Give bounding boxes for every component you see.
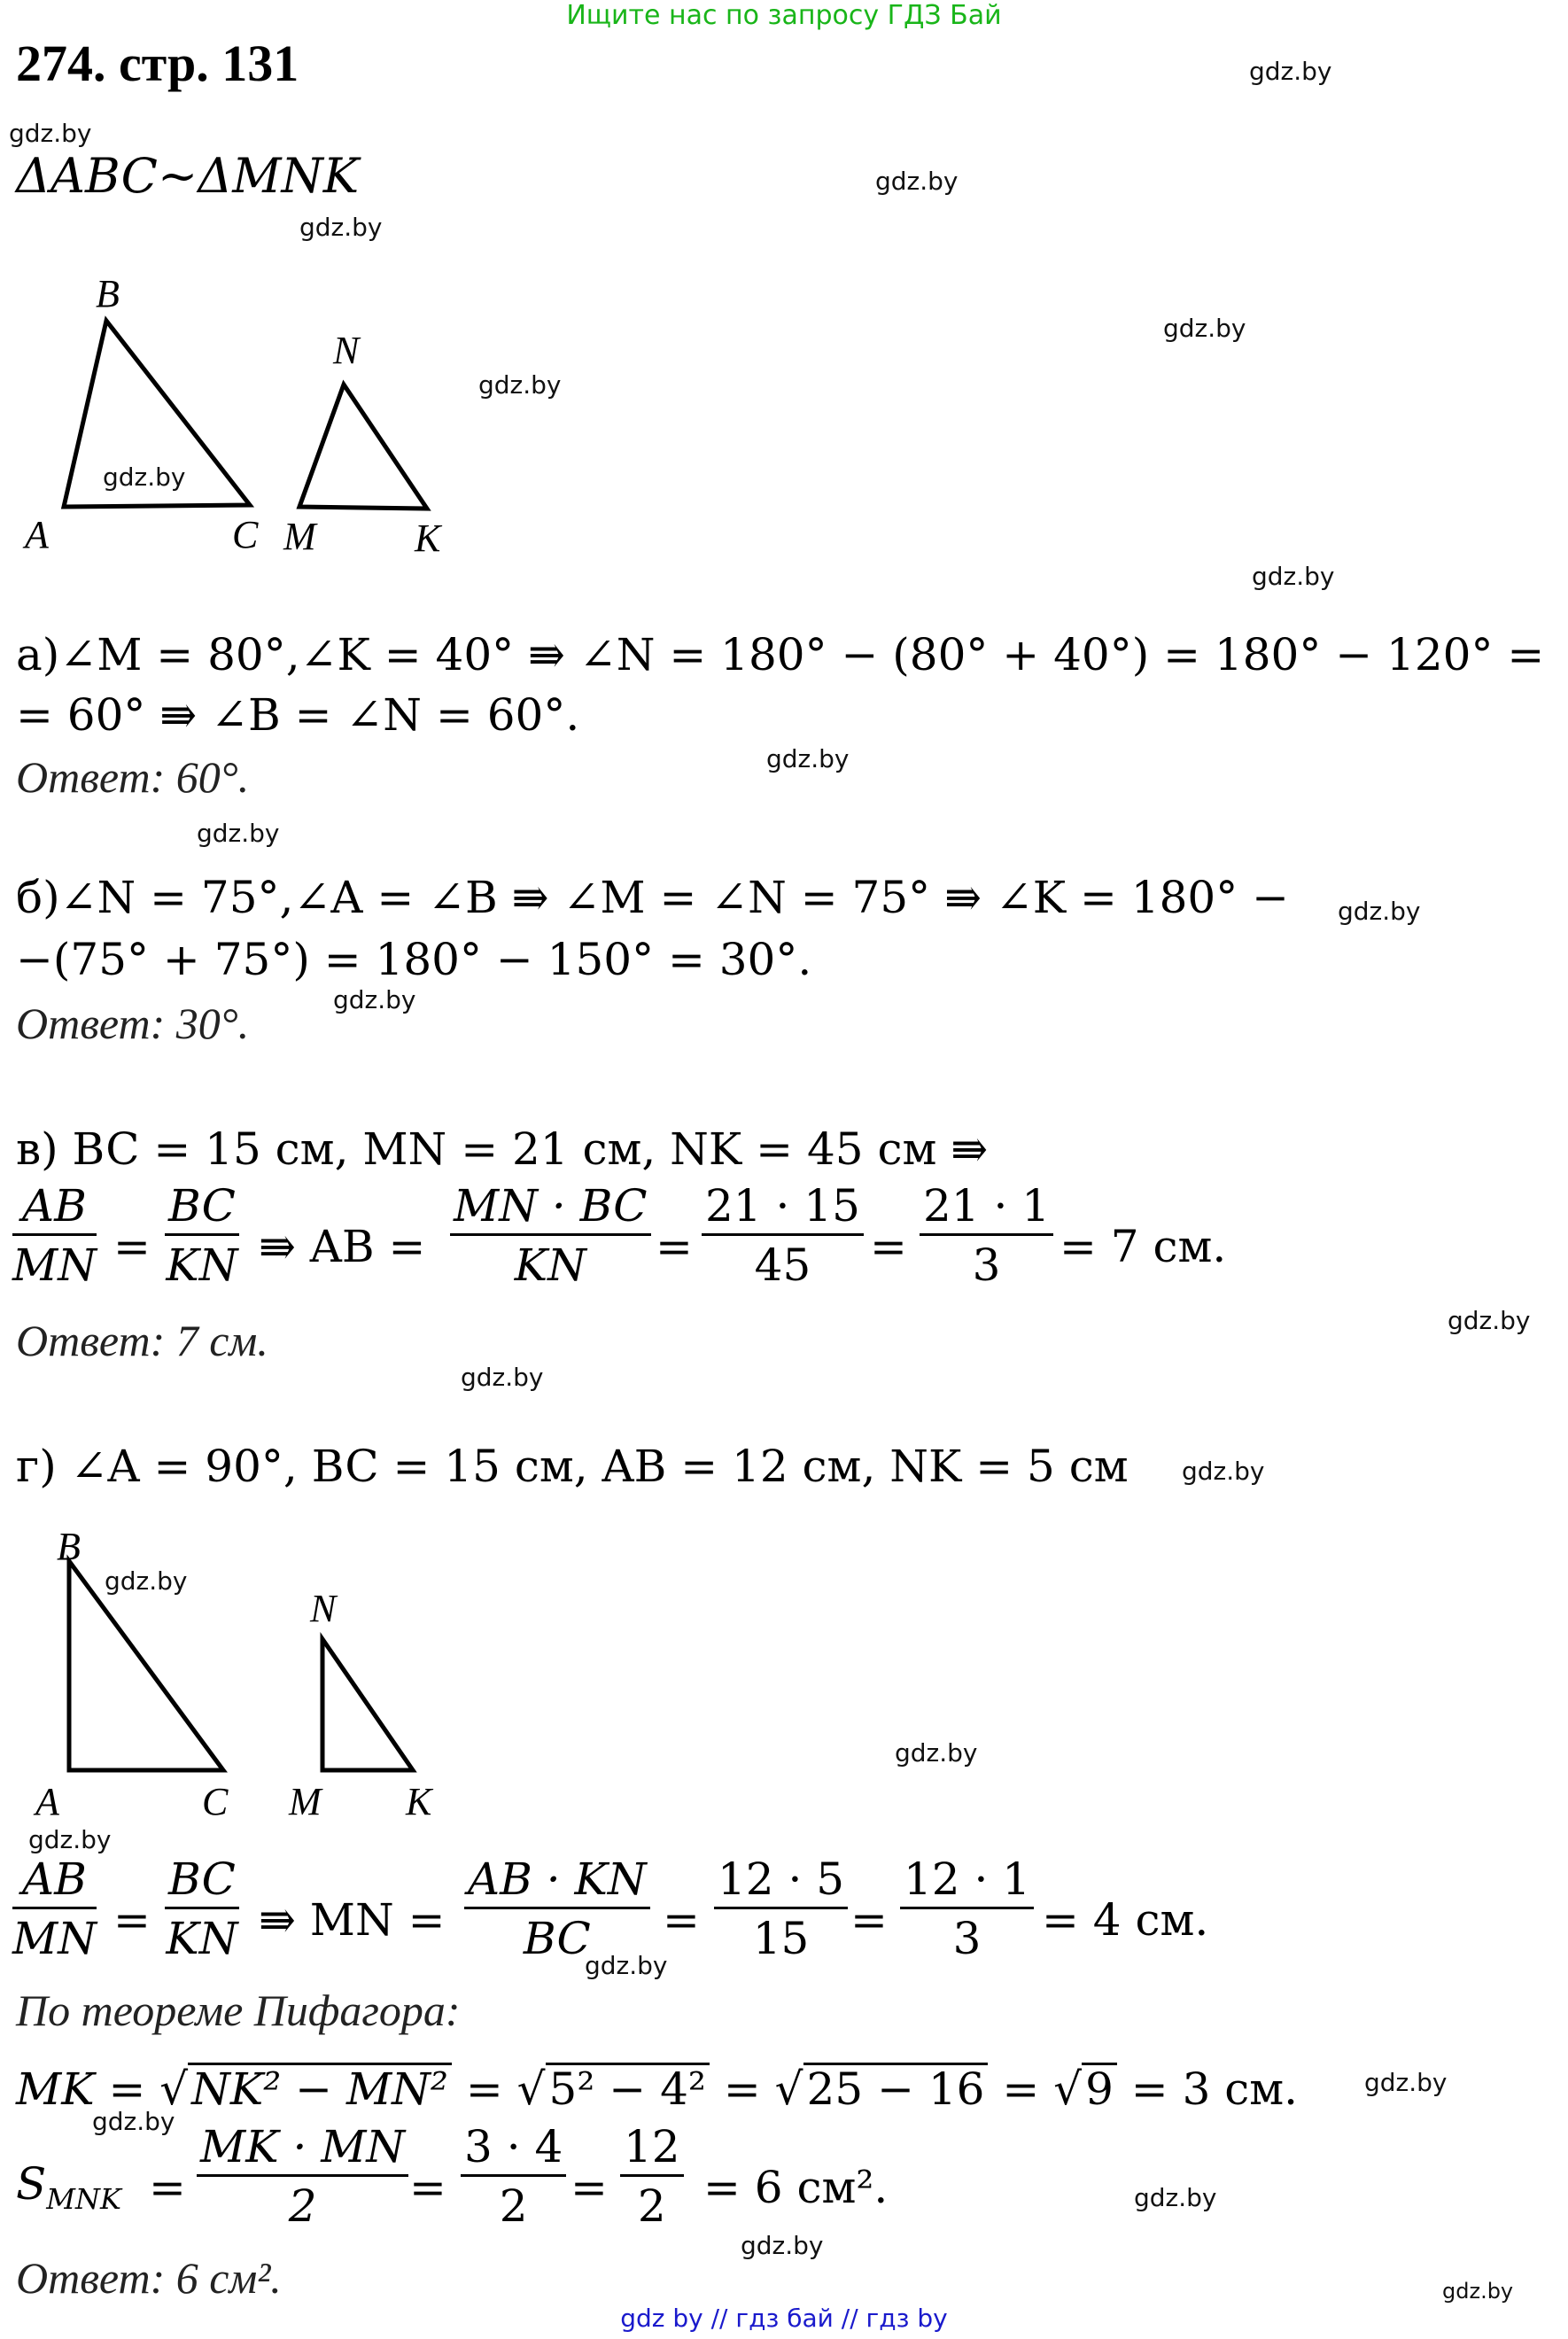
equals-sign: =	[409, 2162, 446, 2213]
fraction-21x1-over-3: $\frac{21 \cdot 1}{3}$	[920, 1184, 1053, 1287]
equals-sign: =	[656, 1221, 693, 1272]
watermark: gdz.by	[895, 1738, 978, 1768]
sqrt-symbol: √	[516, 2063, 546, 2115]
part-v-result: = 7 см.	[1060, 1221, 1227, 1272]
sqrt-5-4: 5² − 4²	[546, 2063, 710, 2111]
equals-sign: =	[149, 2162, 186, 2213]
fraction-12x1-over-3: $\frac{12 \cdot 1}{3}$	[900, 1857, 1034, 1961]
part-b-line-2: −(75° + 75°) = 180° − 150° = 30°.	[16, 934, 812, 985]
equals-sign: =	[723, 2063, 761, 2115]
watermark: gdz.by	[1448, 1306, 1531, 1335]
vertex-label-m: M	[289, 1780, 322, 1823]
mk-equation	[16, 2063, 1299, 2115]
watermark: gdz.by	[92, 2107, 175, 2136]
vertex-label-m: M	[283, 515, 316, 558]
watermark: gdz.by	[478, 370, 562, 400]
watermark: gdz.by	[1134, 2183, 1217, 2212]
implication-mn: ⇛ MN =	[259, 1894, 446, 1946]
fraction-bc-kn: $\frac{BC}{KN}$	[166, 1853, 238, 1964]
part-g-mn-result: = 4 см.	[1042, 1894, 1209, 1946]
watermark: gdz.by	[1364, 2068, 1448, 2097]
area-result: = 6 см².	[703, 2162, 889, 2213]
vertex-label-c: C	[202, 1780, 229, 1823]
pythagoras-heading: По теореме Пифагора:	[16, 1985, 461, 2035]
equals-sign: =	[113, 1894, 151, 1946]
area-symbol: S	[16, 2158, 47, 2210]
sqrt-symbol: √	[1053, 2063, 1083, 2115]
vertex-label-a: A	[35, 1780, 59, 1823]
watermark: gdz.by	[875, 167, 959, 196]
equals-sign: =	[850, 1894, 888, 1946]
watermark: gdz.by	[28, 1825, 112, 1854]
fraction-ab-mn: $\frac{AB}{MN}$	[12, 1180, 97, 1291]
vertex-label-k: K	[415, 517, 441, 560]
watermark: gdz.by	[299, 213, 383, 242]
fraction-21x15-over-45: $\frac{21 \cdot 15}{45}$	[702, 1184, 864, 1287]
watermark: gdz.by	[103, 462, 186, 492]
watermark: gdz.by	[461, 1363, 544, 1392]
triangle-mnk	[299, 385, 427, 509]
watermark: gdz.by	[197, 819, 280, 848]
part-g-answer: Ответ: 6 см².	[16, 2253, 282, 2303]
equals-sign: =	[113, 1221, 151, 1272]
vertex-label-b: B	[57, 1525, 81, 1568]
vertex-label-n: N	[310, 1587, 337, 1630]
watermark: gdz.by	[105, 1566, 188, 1596]
vertex-label-b: B	[96, 272, 120, 315]
vertex-label-a: A	[25, 513, 49, 556]
mk-result: = 3 см.	[1130, 2063, 1299, 2115]
equals-sign: =	[663, 1894, 700, 1946]
part-g-line-1: г) ∠A = 90°, BC = 15 см, AB = 12 см, NK = 5 см	[16, 1441, 1129, 1492]
vertex-label-k: K	[406, 1780, 432, 1823]
part-b-line-1: б)∠N = 75°,∠A = ∠B ⇛ ∠M = ∠N = 75° ⇛ ∠K = 180° −	[16, 872, 1290, 923]
implication-ab: ⇛ AB =	[259, 1221, 426, 1272]
equals-sign: =	[465, 2063, 503, 2115]
watermark: gdz.by	[585, 1951, 668, 1980]
watermark: gdz.by	[9, 119, 92, 148]
fraction-mn-bc-over-kn: $\frac{MN \cdot BC}{KN}$	[450, 1184, 651, 1287]
fraction-12x5-over-15: $\frac{12 \cdot 5}{15}$	[714, 1857, 848, 1961]
equals-sign: =	[870, 1221, 907, 1272]
part-v-line-1: в) BC = 15 см, MN = 21 см, NK = 45 см ⇛	[16, 1123, 989, 1175]
fraction-bc-kn: $\frac{BC}{KN}$	[166, 1180, 238, 1291]
part-b-answer: Ответ: 30°.	[16, 999, 250, 1048]
fraction-12-over-2: $\frac{12}{2}$	[620, 2125, 684, 2228]
part-a-answer: Ответ: 60°.	[16, 752, 250, 802]
vertex-label-n: N	[333, 329, 360, 372]
top-banner[interactable]: Ищите нас по запросу ГДЗ Бай	[566, 0, 1002, 31]
equals-sign: =	[571, 2162, 608, 2213]
watermark: gdz.by	[741, 2231, 824, 2260]
sqrt-nk-mn: NK² − MN²	[188, 2063, 452, 2111]
mk-lhs: MK =	[16, 2063, 146, 2115]
fraction-ab-kn-over-bc: $\frac{AB \cdot KN}{BC}$	[464, 1857, 650, 1961]
page-title: 274. стр. 131	[16, 35, 299, 92]
watermark: gdz.by	[1252, 562, 1335, 591]
similarity-statement: ΔABC~ΔMNK	[16, 148, 360, 204]
area-lhs	[16, 2158, 121, 2216]
sqrt-25-16: 25 − 16	[803, 2063, 989, 2111]
fraction-mk-mn-over-2: $\frac{MK \cdot MN}{2}$	[197, 2125, 408, 2228]
sqrt-symbol: √	[774, 2063, 803, 2115]
watermark: gdz.by	[1182, 1457, 1265, 1486]
triangles-figure-2	[18, 1524, 478, 1834]
fraction-3x4-over-2: $\frac{3 \cdot 4}{2}$	[461, 2125, 566, 2228]
area-subscript: MNK	[46, 2182, 121, 2216]
watermark: gdz.by	[333, 985, 416, 1014]
triangles-figure-1	[18, 266, 478, 567]
watermark: gdz.by	[766, 744, 850, 773]
watermark: gdz.by	[1163, 314, 1246, 343]
part-a-line-1: а)∠M = 80°,∠K = 40° ⇛ ∠N = 180° − (80° + 40°) = 180° − 120° =	[16, 629, 1545, 680]
sqrt-symbol: √	[159, 2063, 189, 2115]
equals-sign: =	[1002, 2063, 1040, 2115]
part-v-answer: Ответ: 7 см.	[16, 1316, 268, 1365]
right-triangle-mnk	[322, 1639, 413, 1770]
vertex-label-c: C	[232, 513, 259, 556]
footer-links[interactable]: gdz by // гдз бай // гдз by	[620, 2304, 948, 2333]
watermark: gdz.by	[1249, 57, 1332, 86]
fraction-ab-mn: $\frac{AB}{MN}$	[12, 1853, 97, 1964]
part-a-line-2: = 60° ⇛ ∠B = ∠N = 60°.	[16, 689, 580, 741]
watermark: gdz.by	[1338, 897, 1421, 926]
sqrt-9: 9	[1082, 2063, 1117, 2111]
watermark: gdz.by	[1442, 2279, 1514, 2304]
